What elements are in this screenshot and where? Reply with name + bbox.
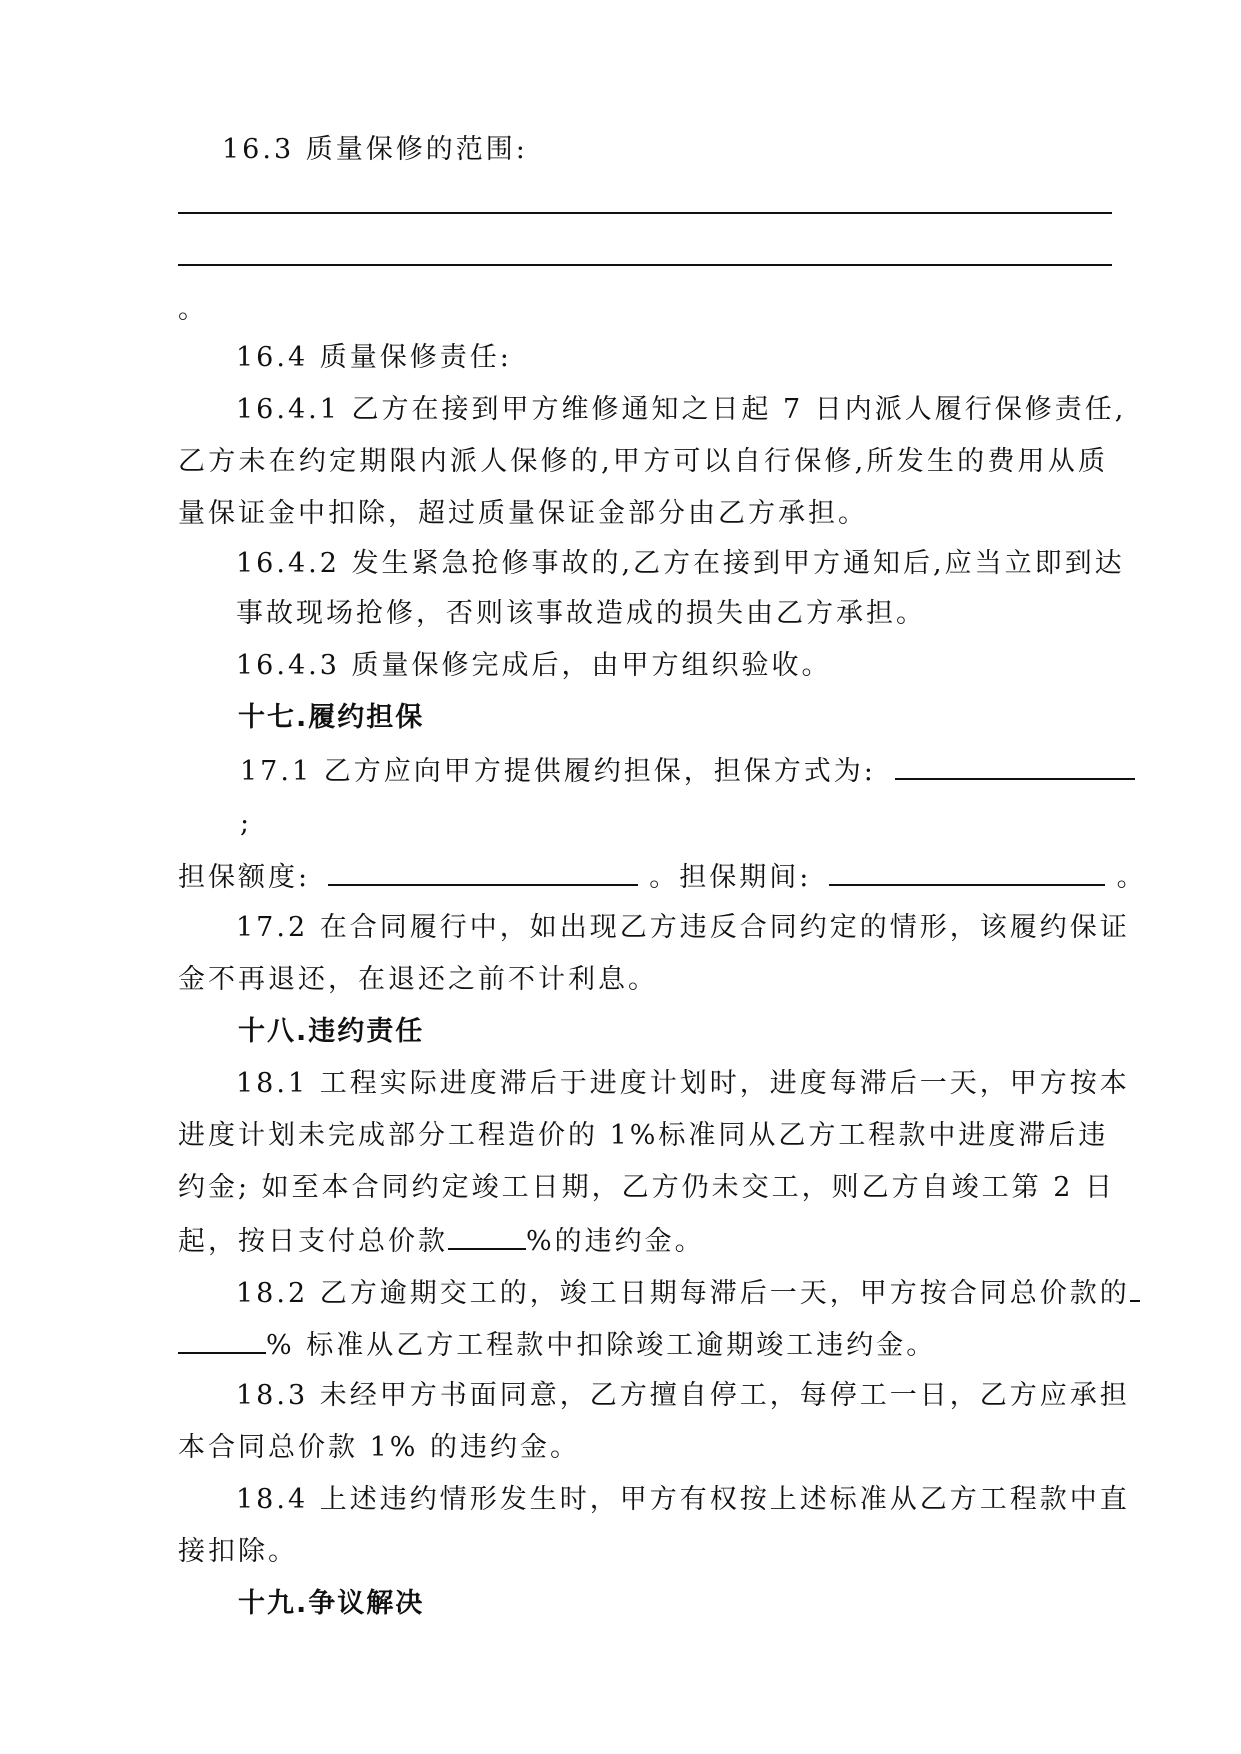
section-17-1-text: 17.1 乙方应向甲方提供履约担保，担保方式为: bbox=[240, 756, 876, 787]
section-18-1-line-3: 约金; 如至本合同约定竣工日期，乙方仍未交工，则乙方自竣工第 2 日 bbox=[178, 1172, 1116, 1203]
section-16-4-2-line-2: 事故现场抢修，否则该事故造成的损失由乙方承担。 bbox=[236, 598, 926, 629]
section-18-3-line-1: 18.3 未经甲方书面同意，乙方擅自停工，每停工一日，乙方应承担 bbox=[236, 1380, 1130, 1411]
section-18-heading: 十八.违约责任 bbox=[238, 1016, 425, 1047]
overdue-penalty-blank bbox=[178, 1326, 266, 1354]
section-16-4-3: 16.4.3 质量保修完成后，由甲方组织验收。 bbox=[236, 650, 832, 681]
guarantee-end-mark: 。 bbox=[1116, 862, 1147, 893]
daily-penalty-suffix: %的违约金。 bbox=[526, 1226, 705, 1257]
section-16-3-label: 16.3 质量保修的范围: bbox=[222, 134, 528, 165]
guarantee-amount-blank bbox=[328, 858, 638, 886]
section-17-1-line-1 bbox=[240, 752, 1110, 790]
section-16-4-2-line-1: 16.4.2 发生紧急抢修事故的,乙方在接到甲方通知后,应当立即到达 bbox=[236, 548, 1125, 579]
section-18-2-line-2 bbox=[178, 1326, 1108, 1364]
section-16-4-1-line-1: 16.4.1 乙方在接到甲方维修通知之日起 7 日内派人履行保修责任, bbox=[236, 394, 1127, 425]
section-17-2-line-1: 17.2 在合同履行中，如出现乙方违反合同约定的情形，该履约保证 bbox=[236, 912, 1130, 943]
section-18-4-line-1: 18.4 上述违约情形发生时，甲方有权按上述标准从乙方工程款中直 bbox=[236, 1484, 1130, 1515]
section-18-3-line-2: 本合同总价款 1% 的违约金。 bbox=[178, 1432, 580, 1463]
guarantee-method-blank bbox=[895, 752, 1135, 780]
section-16-3-period: 。 bbox=[178, 294, 208, 325]
section-19-heading: 十九.争议解决 bbox=[238, 1588, 425, 1619]
section-18-2-text: 18.2 乙方逾期交工的，竣工日期每滞后一天，甲方按合同总价款的 bbox=[236, 1278, 1130, 1309]
section-17-1-line-3 bbox=[178, 858, 1147, 896]
section-16-4-label: 16.4 质量保修责任: bbox=[236, 342, 512, 373]
daily-penalty-blank bbox=[448, 1222, 526, 1250]
section-18-1-line-4 bbox=[178, 1222, 1108, 1260]
fill-in-line-2 bbox=[178, 264, 1112, 266]
section-18-1-line-2: 进度计划未完成部分工程造价的 1%标准同从乙方工程款中进度滞后违 bbox=[178, 1120, 1109, 1151]
guarantee-period-label: 。担保期间: bbox=[649, 862, 812, 893]
section-17-2-line-2: 金不再退还，在退还之前不计利息。 bbox=[178, 964, 658, 995]
section-17-1-line-2: ; bbox=[240, 808, 253, 839]
section-18-4-line-2: 接扣除。 bbox=[178, 1536, 298, 1567]
section-18-2-line-1 bbox=[236, 1274, 1130, 1312]
section-17-heading: 十七.履约担保 bbox=[238, 702, 425, 733]
section-16-4-1-line-3: 量保证金中扣除，超过质量保证金部分由乙方承担。 bbox=[178, 498, 868, 529]
section-18-2-suffix: % 标准从乙方工程款中扣除竣工逾期竣工违约金。 bbox=[266, 1330, 937, 1361]
guarantee-period-blank bbox=[829, 858, 1105, 886]
daily-penalty-text: 起，按日支付总价款 bbox=[178, 1226, 448, 1257]
section-16-4-1-line-2: 乙方未在约定期限内派人保修的,甲方可以自行保修,所发生的费用从质 bbox=[178, 446, 1108, 477]
overdue-penalty-blank-start bbox=[1130, 1274, 1140, 1302]
section-18-1-line-1: 18.1 工程实际进度滞后于进度计划时，进度每滞后一天，甲方按本 bbox=[236, 1068, 1130, 1099]
guarantee-amount-label: 担保额度: bbox=[178, 862, 311, 893]
fill-in-line-1 bbox=[178, 212, 1112, 214]
